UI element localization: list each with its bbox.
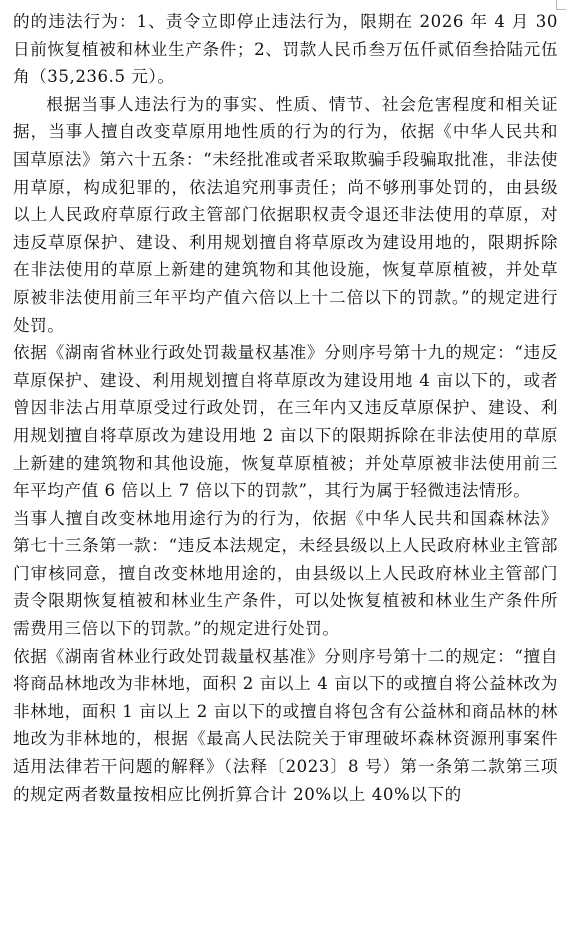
paragraph-grassland-discretion-standard: 依据《湖南省林业行政处罚裁量权基准》分则序号第十九的规定：“违反草原保护、建设、利用规划擅自将草原改为建设用地 4 亩以下的，或者曾因非法占用草原受过行政处罚，在三年内又违反草原保护、建设、利用规划擅自将草原改为建设用地 2 亩以下的限期拆除在非法使用的草原上新建的建筑物和其他设施，恢复草原植被；并处草原被非法使用前三年平均产值 6 倍以上 7 倍以下的罚款”，其行为属于轻微违法情形。 (13, 343, 558, 501)
paragraph-forest-law-basis: 当事人擅自改变林地用途行为的行为，依据《中华人民共和国森林法》第七十三条第一款：“违反本法规定，未经县级以上人民政府林业主管部门审核同意，擅自改变林地用途的，由县级以上人民政府林业主管部门责令限期恢复植被和林业生产条件，可以处恢复植被和林业生产条件所需费用三倍以下的罚款。”的规定进行处罚。 (13, 508, 558, 639)
paragraph-grassland-law-basis: 根据当事人违法行为的事实、性质、情节、社会危害程度和相关证据，当事人擅自改变草原用地性质的行为的行为，依据《中华人民共和国草原法》第六十五条：“未经批准或者采取欺骗手段骗取批准，非法使用草原，构成犯罪的，依法追究刑事责任；尚不够刑事处罚的，由县级以上人民政府草原行政主管部门依据职权责令退还非法使用的草原，对违反草原保护、建设、利用规划擅自将草原改为建设用地的，限期拆除在非法使用的草原上新建的建筑物和其他设施，恢复草原植被，并处草原被非法使用前三年平均产值六倍以上十二倍以下的罚款。”的规定进行处罚。 (13, 94, 558, 335)
document-body (13, 8, 558, 808)
paragraph-penalty-decision: 的的违法行为：1、责令立即停止违法行为，限期在 2026 年 4 月 30 日前恢复植被和林业生产条件；2、罚款人民币叁万伍仟贰佰叁拾陆元伍角（35,236.5 元）。 (13, 12, 558, 87)
paragraph-forest-discretion-standard: 依据《湖南省林业行政处罚裁量权基准》分则序号第十二的规定：“擅自将商品林地改为非林地，面积 2 亩以上 4 亩以下的或擅自将公益林改为非林地，面积 1 亩以上 2 亩以下的或擅自将包含有公益林和商品林的林地改为非林地的，根据《最高人民法院关于审理破坏森林资源刑事案件适用法律若干问题的解释》（法释〔2023〕8 号）第一条第二款第三项的规定两者数量按相应比例折算合计 20%以上 40%以下的 (13, 646, 558, 804)
